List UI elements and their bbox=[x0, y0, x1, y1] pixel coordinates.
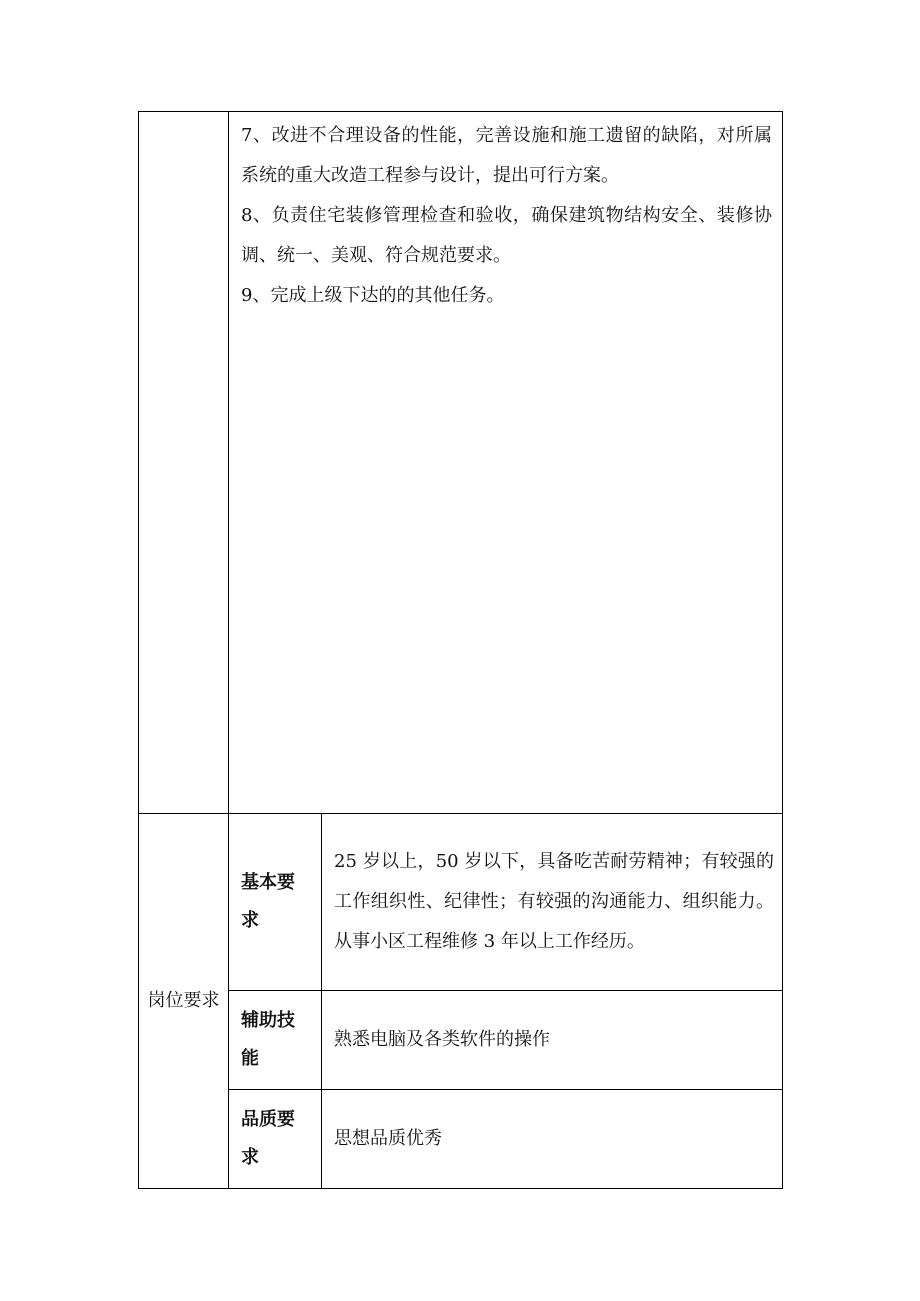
duty-item-9: 9、完成上级下达的的其他任务。 bbox=[241, 285, 505, 306]
quality-requirements-row bbox=[139, 1090, 783, 1189]
duty-item-7: 7、改进不合理设备的性能，完善设施和施工遗留的缺陷，对所属系统的重大改造工程参与设计，提出可行方案。 bbox=[241, 125, 773, 186]
basic-requirements-label: 基本要求 bbox=[229, 814, 322, 991]
auxiliary-skills-label: 辅助技能 bbox=[229, 991, 322, 1090]
job-description-table bbox=[138, 111, 783, 1189]
quality-requirements-label: 品质要求 bbox=[229, 1090, 322, 1189]
duties-row bbox=[139, 112, 783, 814]
quality-requirements-text: 思想品质优秀 bbox=[322, 1090, 783, 1189]
duties-label-cell bbox=[139, 112, 229, 814]
basic-requirements-text: 25 岁以上，50 岁以下，具备吃苦耐劳精神；有较强的工作组织性、纪律性；有较强的沟通能力、组织能力。从事小区工程维修 3 年以上工作经历。 bbox=[322, 814, 783, 991]
duties-content-cell bbox=[229, 112, 783, 814]
job-requirements-label: 岗位要求 bbox=[139, 814, 229, 1189]
duty-item-8: 8、负责住宅装修管理检查和验收，确保建筑物结构安全、装修协调、统一、美观、符合规范要求。 bbox=[241, 205, 773, 266]
auxiliary-skills-row bbox=[139, 991, 783, 1090]
auxiliary-skills-text: 熟悉电脑及各类软件的操作 bbox=[322, 991, 783, 1090]
basic-requirements-row bbox=[139, 814, 783, 991]
